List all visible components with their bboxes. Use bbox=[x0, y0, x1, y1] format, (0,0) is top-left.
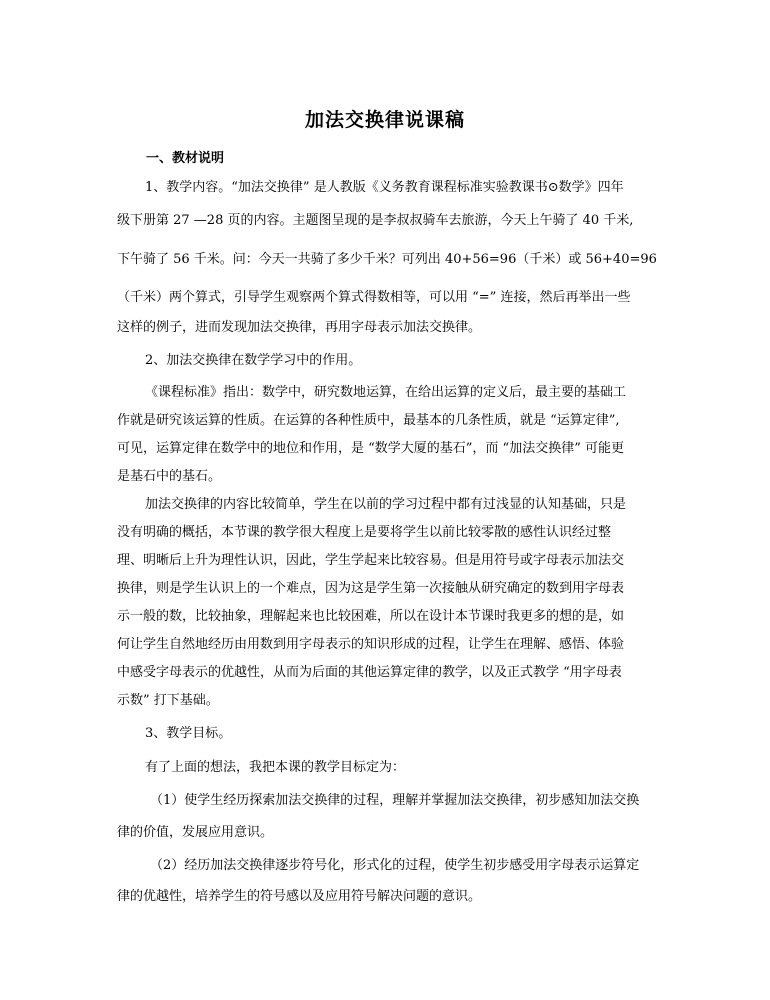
paragraph-line: 换律，则是学生认识上的一个难点，因为这是学生第一次接触从研究确定的数到用字母表 bbox=[117, 581, 625, 596]
paragraph-line: 级下册第 27 —28 页的内容。主题图呈现的是李叔叔骑车去旅游，今天上午骑了 40 千米, bbox=[117, 213, 634, 228]
paragraph-line: 2、加法交换律在数学学习中的作用。 bbox=[145, 353, 362, 368]
section-heading: 一、教材说明 bbox=[146, 151, 225, 166]
paragraph-line: 下午骑了 56 千米。问：今天一共骑了多少千米？可列出 40+56=96（千米）或 56+40=96 bbox=[117, 252, 657, 267]
paragraph-line: 可见，运算定律在数学中的地位和作用，是 “数学大厦的基石”，而 “加法交换律” 可能更 bbox=[117, 441, 624, 456]
paragraph-line: 没有明确的概括，本节课的教学很大程度上是要将学生以前比较零散的感性认识经过整 bbox=[117, 525, 612, 540]
paragraph-line: 作就是研究该运算的性质。在运算的各种性质中，最基本的几条性质，就是 “运算定律”, bbox=[117, 413, 620, 428]
page-title: 加法交换律说课稿 bbox=[304, 109, 465, 131]
paragraph-line: 律的价值，发展应用意识。 bbox=[117, 825, 274, 840]
paragraph-line: （1）使学生经历探索加法交换律的过程，理解并掌握加法交换律，初步感知加法交换 bbox=[150, 793, 640, 808]
paragraph-line: 示一般的数，比较抽象，理解起来也比较困难，所以在设计本节课时我更多的想的是，如 bbox=[117, 609, 625, 624]
paragraph-line: 示数” 打下基础。 bbox=[117, 693, 219, 708]
paragraph-line: （2）经历加法交换律逐步符号化，形式化的过程，使学生初步感受用字母表示运算定 bbox=[150, 858, 640, 873]
paragraph-line: 律的优越性，培养学生的符号感以及应用符号解决问题的意识。 bbox=[117, 889, 482, 904]
paragraph-line: 有了上面的想法，我把本课的教学目标定为： bbox=[145, 760, 406, 775]
paragraph-line: （千米）两个算式，引导学生观察两个算式得数相等，可以用 “=” 连接，然后再举出一些 bbox=[117, 290, 631, 305]
paragraph-line: 《课程标准》指出：数学中，研究数地运算，在给出运算的定义后，最主要的基础工 bbox=[145, 385, 627, 400]
paragraph-line: 中感受字母表示的优越性，从而为后面的其他运算定律的教学，以及正式教学 “用字母表 bbox=[117, 665, 622, 680]
paragraph-line: 何让学生自然地经历由用数到用字母表示的知识形成的过程，让学生在理解、感悟、体验 bbox=[117, 637, 625, 652]
paragraph-line: 1、教学内容。“加法交换律” 是人教版《义务教育课程标准实验教课书⊙数学》四年 bbox=[145, 180, 624, 195]
paragraph-line: 加法交换律的内容比较简单，学生在以前的学习过程中都有过浅显的认知基础，只是 bbox=[145, 497, 627, 512]
paragraph-line: 这样的例子，进而发现加法交换律，再用字母表示加法交换律。 bbox=[117, 320, 482, 335]
paragraph-line: 理、明晰后上升为理性认识，因此，学生学起来比较容易。但是用符号或字母表示加法交 bbox=[117, 553, 625, 568]
paragraph-line: 3、教学目标。 bbox=[145, 726, 232, 741]
paragraph-line: 是基石中的基石。 bbox=[117, 469, 222, 484]
